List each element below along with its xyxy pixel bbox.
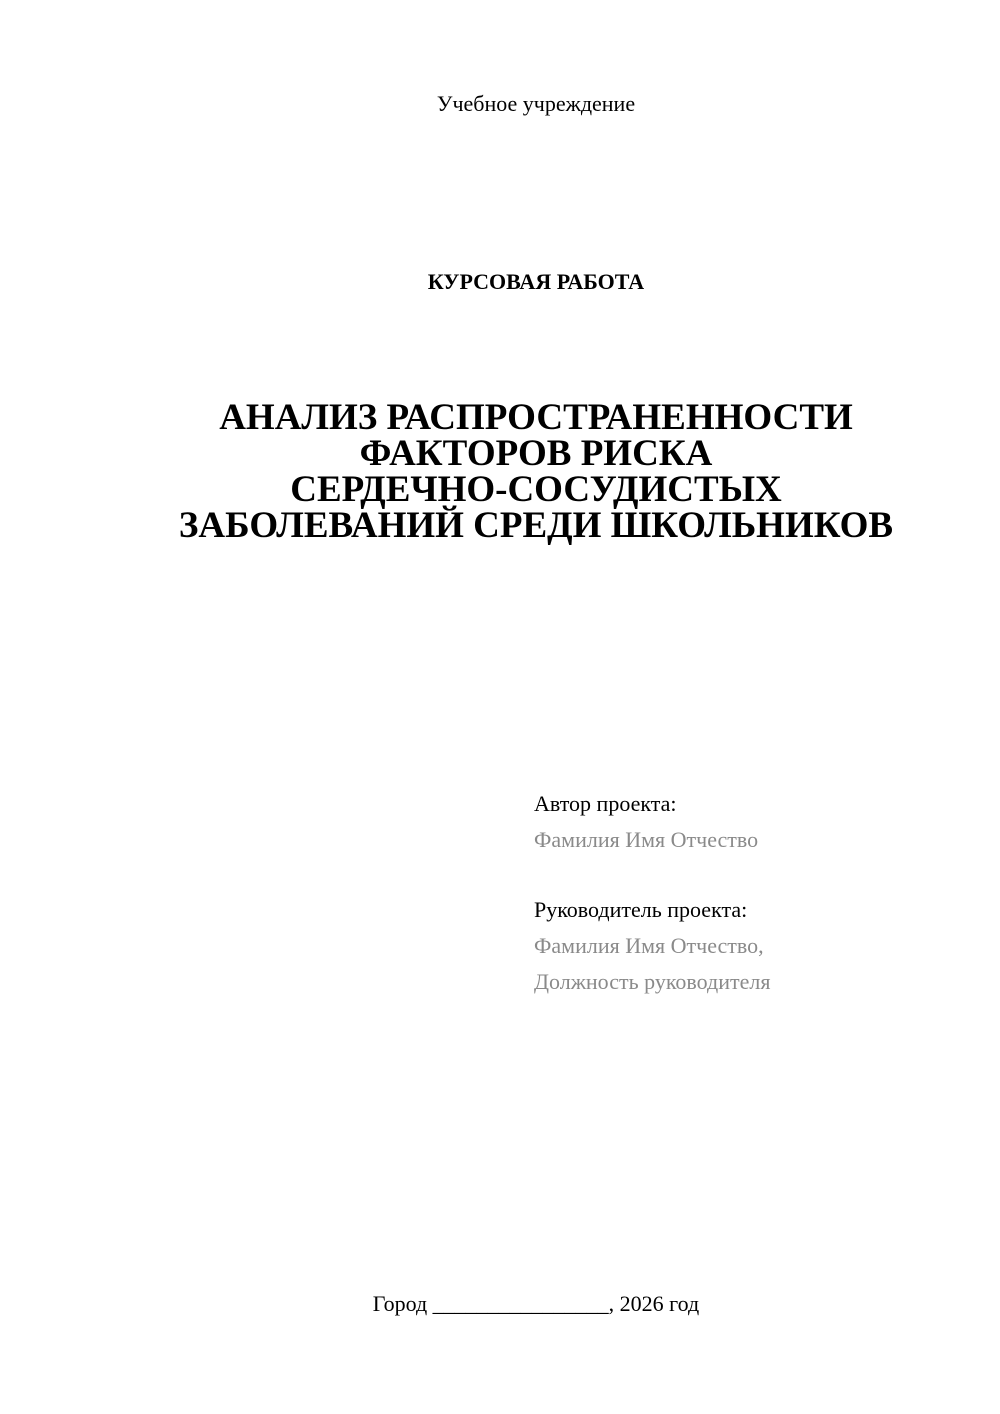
credits-block [534,786,974,1000]
institution-name: Учебное учреждение [436,91,636,116]
spacer [534,858,974,892]
supervisor-label: Руководитель проекта: [534,897,748,922]
author-name: Фамилия Имя Отчество [534,827,759,852]
author-label: Автор проекта: [534,791,677,816]
title-line: АНАЛИЗ РАСПРОСТРАНЕННОСТИ [219,397,853,438]
supervisor-position: Должность руководителя [534,969,771,994]
document-title [0,397,1000,546]
supervisor-name: Фамилия Имя Отчество, [534,933,764,958]
title-line: ФАКТОРОВ РИСКА [359,433,713,474]
title-line: ЗАБОЛЕВАНИЙ СРЕДИ ШКОЛЬНИКОВ [178,505,894,546]
work-type-heading: КУРСОВАЯ РАБОТА [427,269,645,294]
title-line: СЕРДЕЧНО-СОСУДИСТЫХ [290,469,782,510]
city-year-line: Город ________________, 2026 год [372,1291,700,1316]
